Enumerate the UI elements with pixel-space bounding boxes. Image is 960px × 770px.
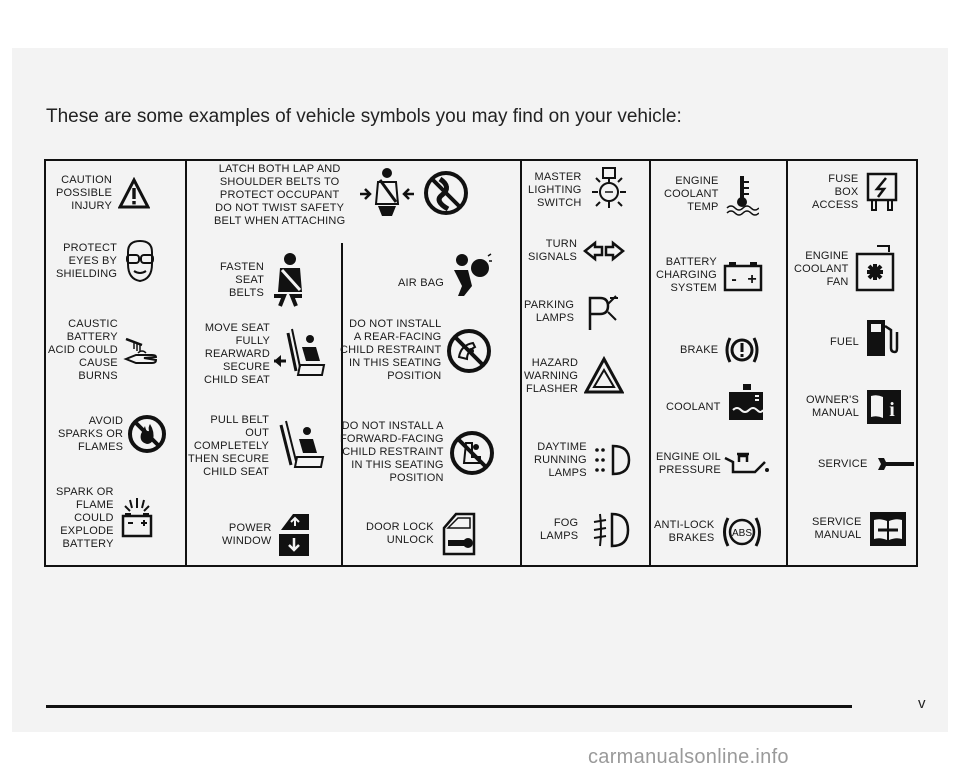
symbol-owners-manual [806, 388, 903, 426]
symbol-anti-lock [654, 510, 764, 554]
symbol-service [818, 454, 916, 474]
seatbelt-latch-icon [356, 164, 418, 222]
symbol-label: FASTEN SEAT BELTS [220, 260, 264, 299]
watermark: carmanualsonline.info [588, 746, 789, 768]
symbol-oil-pressure [656, 450, 769, 478]
symbol-door-lock [366, 510, 478, 558]
symbol-avoid-sparks [58, 414, 167, 454]
intro-text: These are some examples of vehicle symbols you may find on your vehicle: [46, 106, 682, 127]
caution-triangle-icon [118, 177, 150, 211]
fog-lamps-icon [592, 508, 630, 552]
symbol-label: AVOID SPARKS OR FLAMES [58, 414, 124, 453]
symbol-label: PARKING LAMPS [524, 299, 575, 324]
symbol-label: ENGINE COOLANT TEMP [664, 174, 719, 213]
symbol-protect-eyes [56, 238, 157, 284]
symbol-label: TURN SIGNALS [528, 238, 578, 263]
symbol-label: CAUTION POSSIBLE INJURY [56, 174, 113, 212]
fuel-pump-icon [865, 316, 899, 360]
symbol-parking-lamps [524, 292, 620, 332]
symbol-caution [56, 174, 150, 213]
symbol-label: POWER WINDOW [222, 522, 272, 547]
symbol-label: BATTERY CHARGING SYSTEM [656, 256, 717, 294]
symbol-label: COOLANT [666, 400, 721, 413]
symbol-move-seat [204, 322, 330, 387]
footer-rule [46, 705, 852, 708]
symbol-turn-signals [528, 238, 625, 264]
coolant-temp-icon [725, 172, 759, 216]
battery-minus-text: - [731, 270, 737, 288]
power-window-icon [275, 510, 313, 560]
fuse-box-icon [864, 170, 900, 214]
symbol-coolant [666, 382, 765, 422]
symbol-fuel [830, 316, 899, 360]
symbol-label: MOVE SEAT FULLY REARWARD SECURE CHILD SEAT [204, 322, 270, 386]
wrench-icon [876, 454, 916, 474]
symbol-air-bag [398, 252, 492, 298]
abs-warning-icon [720, 510, 764, 554]
battery-icon [723, 260, 763, 292]
oil-can-icon [723, 450, 769, 478]
symbol-label: MASTER LIGHTING SWITCH [528, 170, 582, 209]
cooling-fan-icon [855, 244, 895, 294]
seatbelt-person-icon [268, 252, 308, 308]
airbag-person-icon [450, 252, 492, 298]
symbol-label: ENGINE COOLANT FAN [794, 249, 849, 288]
symbol-label: ENGINE OIL PRESSURE [656, 451, 721, 476]
service-manual-icon [868, 510, 908, 548]
symbol-label: OWNER'S MANUAL [806, 394, 860, 419]
face-goggles-icon [123, 238, 157, 284]
symbol-label: AIR BAG [398, 276, 445, 289]
no-twisted-belt-icon [422, 169, 470, 217]
symbol-label: HAZARD WARNING FLASHER [524, 356, 579, 395]
symbol-label: SPARK OR FLAME COULD EXPLODE BATTERY [56, 486, 114, 550]
symbol-coolant-fan [794, 244, 895, 294]
acid-burn-hand-icon [122, 333, 162, 369]
hazard-triangle-icon [584, 356, 624, 396]
column-divider [520, 161, 522, 565]
owners-manual-icon [865, 388, 903, 426]
column-divider [649, 161, 651, 565]
symbol-spark-explode [56, 486, 154, 551]
symbol-label: DOOR LOCK UNLOCK [366, 521, 434, 546]
symbol-label: DO NOT INSTALL A REAR-FACING CHILD RESTRAINT IN THIS SEATING POSITION [340, 318, 442, 382]
symbol-label: SERVICE [818, 457, 868, 470]
symbol-master-lighting [528, 164, 632, 216]
symbol-label: DAYTIME RUNNING LAMPS [534, 440, 587, 479]
symbol-label: DO NOT INSTALL A FORWARD-FACING CHILD RESTRAINT IN THIS SEATING POSITION [340, 420, 444, 484]
symbol-latch-belts [214, 163, 345, 228]
battery-plus-text: + [747, 270, 757, 288]
symbol-label: SERVICE MANUAL [812, 516, 862, 541]
symbol-label: PULL BELT OUT COMPLETELY THEN SECURE CHILD SEAT [188, 414, 270, 478]
info-icon-text: i [889, 399, 895, 421]
coolant-reservoir-icon [727, 382, 765, 422]
symbol-engine-temp [664, 172, 759, 216]
column-divider [341, 243, 343, 565]
symbol-brake [680, 330, 762, 370]
no-forward-facing-seat-icon [448, 429, 496, 477]
door-lock-icon [440, 510, 478, 558]
symbol-label: LATCH BOTH LAP AND SHOULDER BELTS TO PROTECT OCCUPANT DO NOT TWIST SAFETY BELT WHEN ATTACHING [214, 163, 346, 227]
no-rear-facing-seat-icon [445, 327, 493, 375]
daytime-running-lamps-icon [593, 440, 633, 480]
move-seat-rearward-icon [272, 327, 330, 383]
symbol-fasten-belts [220, 252, 308, 308]
page-number: v [918, 695, 926, 712]
symbol-label: FOG LAMPS [540, 517, 579, 542]
symbol-latch-icons [356, 164, 470, 222]
turn-signals-icon [583, 240, 625, 262]
symbol-no-rear-facing [340, 318, 493, 383]
symbol-daytime-running [534, 440, 633, 480]
symbol-pull-belt [188, 414, 329, 479]
symbol-fog-lamps [540, 508, 630, 552]
symbol-label: BRAKE [680, 343, 719, 356]
symbol-label: ANTI-LOCK BRAKES [654, 519, 715, 544]
battery-explosion-icon [120, 496, 154, 542]
symbol-power-window [222, 510, 313, 560]
no-flame-icon [127, 414, 167, 454]
abs-icon-text: ABS [732, 528, 753, 539]
master-lighting-switch-icon [586, 164, 632, 216]
brake-warning-icon [722, 330, 762, 370]
symbol-fuse-box [812, 170, 900, 214]
symbol-battery-charging [656, 256, 763, 295]
symbol-label: CAUSTIC BATTERY ACID COULD CAUSE BURNS [48, 318, 118, 382]
parking-lamps-icon [586, 292, 620, 332]
child-seat-belt-icon [271, 419, 329, 475]
symbol-service-manual [812, 510, 908, 548]
symbol-label: FUSE BOX ACCESS [812, 172, 859, 211]
symbol-hazard [524, 356, 624, 396]
column-divider [185, 161, 187, 565]
symbol-label: PROTECT EYES BY SHIELDING [56, 241, 118, 280]
symbol-label: FUEL [830, 335, 859, 348]
symbol-caustic [48, 318, 162, 383]
symbol-no-forward-facing [340, 420, 496, 485]
column-divider [786, 161, 788, 565]
